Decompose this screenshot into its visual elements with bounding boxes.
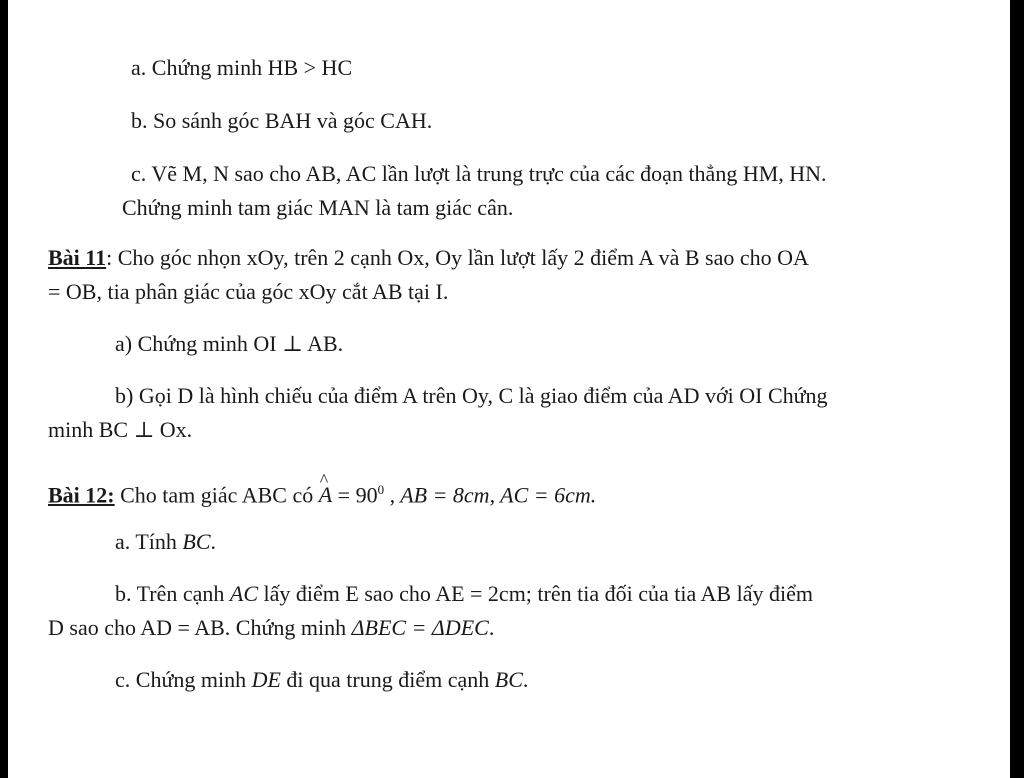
- prev-part-b: b. So sánh góc BAH và góc CAH.: [131, 108, 433, 133]
- bai11-intro-line1: [48, 244, 809, 272]
- bai12-intro-text: Cho tam giác ABC có: [114, 482, 319, 508]
- bai12-heading: Bài 12:: [48, 482, 115, 508]
- bai12-b2-suffix: .: [488, 615, 495, 640]
- bai11-part-b-line2: minh BC ⊥ Ox.: [48, 417, 193, 442]
- bai12-part-a: [115, 528, 216, 556]
- bai11-part-b-line1: b) Gọi D là hình chiếu của điểm A trên Oy, C là giao điểm của AD với OI Chứng: [115, 383, 828, 408]
- prev-part-a: a. Chứng minh HB > HC: [131, 55, 353, 80]
- bai12-part-c: [115, 666, 528, 694]
- bai11-heading: Bài 11: [48, 245, 107, 270]
- degree-superscript: 0: [377, 482, 385, 497]
- bai12-intro: [48, 476, 596, 509]
- bai12-a-prefix: a. Tính: [115, 529, 183, 554]
- bai11-intro-text: : Cho góc nhọn xOy, trên 2 cạnh Ox, Oy lần lượt lấy 2 điểm A và B sao cho OA: [106, 245, 809, 270]
- bai12-b1-suffix: lấy điểm E sao cho AE = 2cm; trên tia đối của tia AB lấy điểm: [258, 581, 813, 606]
- angle-a-symbol: ^ A: [319, 481, 332, 509]
- bai11-part-a: a) Chứng minh OI ⊥ AB.: [115, 331, 344, 356]
- bai12-b1-math: AC: [229, 581, 259, 606]
- document-page: [8, 0, 1010, 778]
- bai12-b2-math: ΔBEC = ΔDEC: [351, 615, 489, 640]
- bai12-c-prefix: c. Chứng minh: [115, 667, 252, 692]
- bai12-c-mid: đi qua trung điểm cạnh: [280, 667, 495, 692]
- bai12-intro-eq1: = 90: [332, 482, 378, 508]
- bai12-c-suffix: .: [522, 667, 529, 692]
- bai12-a-suffix: .: [210, 529, 217, 554]
- bai12-b1-prefix: b. Trên cạnh: [115, 581, 230, 606]
- bai12-part-b-line1: [115, 580, 813, 608]
- bai12-a-math: BC: [182, 529, 211, 554]
- bai12-c-math2: BC: [494, 667, 523, 692]
- bai12-intro-eq2: , AB = 8cm, AC = 6cm.: [384, 482, 597, 508]
- bai12-part-b-line2: [48, 614, 494, 642]
- prev-part-c-line1: c. Vẽ M, N sao cho AB, AC lần lượt là trung trực của các đoạn thẳng HM, HN.: [131, 161, 827, 186]
- bai12-c-math1: DE: [251, 667, 281, 692]
- bai11-intro-line2: = OB, tia phân giác của góc xOy cắt AB tại I.: [48, 279, 449, 304]
- prev-part-c-line2: Chứng minh tam giác MAN là tam giác cân.: [122, 195, 514, 220]
- bai12-b2-prefix: D sao cho AD = AB. Chứng minh: [48, 615, 352, 640]
